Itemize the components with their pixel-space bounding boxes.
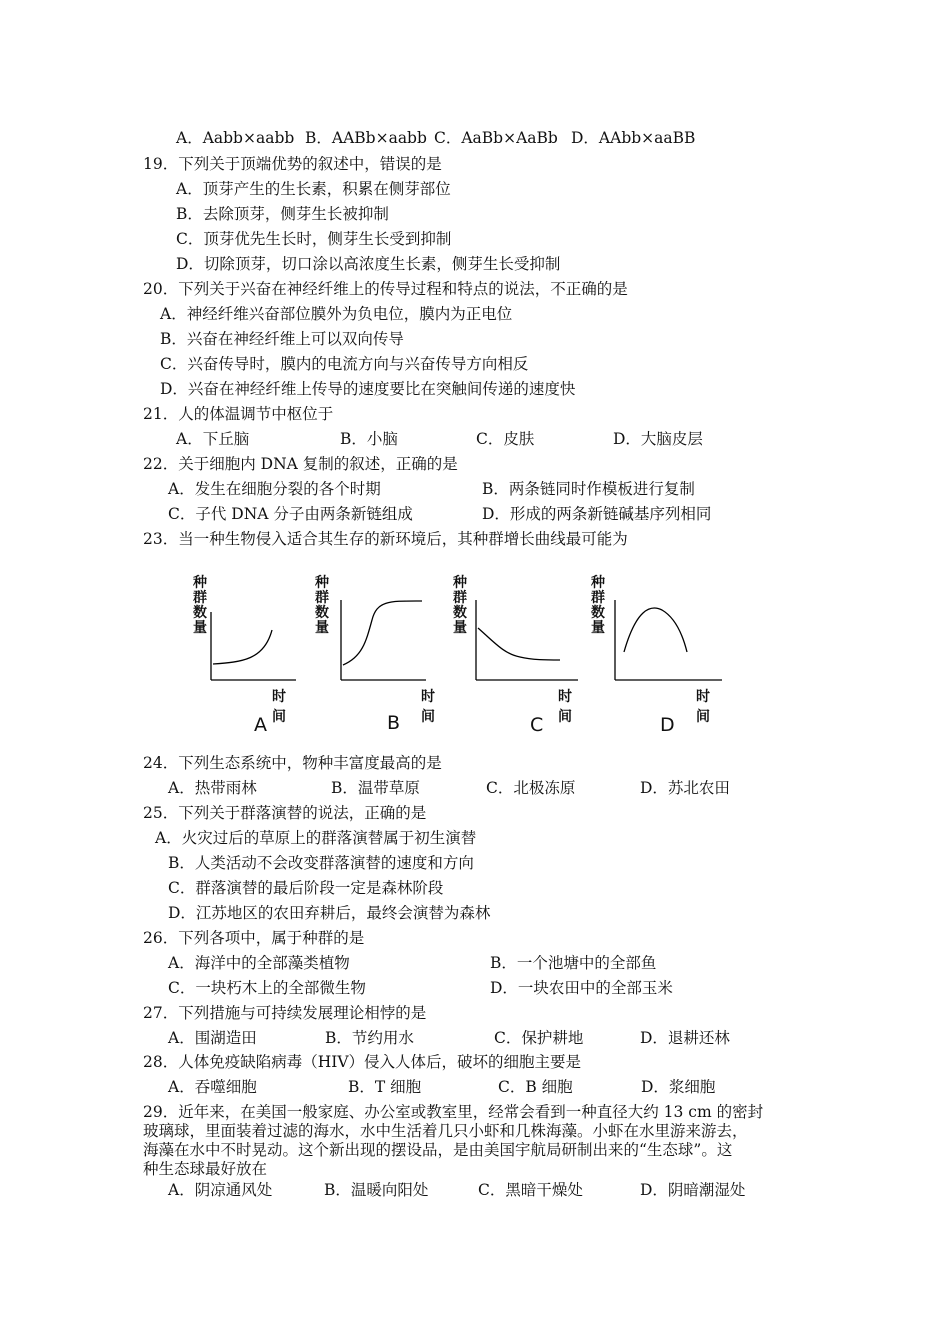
q22-option-b: B．两条链同时作模板进行复制 [482, 480, 695, 498]
q25-stem: 25．下列关于群落演替的说法，正确的是 [143, 804, 427, 822]
q25-option-d: D．江苏地区的农田弃耕后，最终会演替为森林 [168, 904, 491, 922]
q29-option-b: B．温暖向阳处 [324, 1181, 429, 1199]
q24-option-c: C．北极冻原 [486, 779, 576, 797]
q26-option-d: D．一块农田中的全部玉米 [490, 979, 673, 997]
q19-option-d: D．切除顶芽，切口涂以高浓度生长素，侧芽生长受抑制 [176, 255, 561, 273]
q22-option-d: D．形成的两条新链碱基序列相同 [482, 505, 712, 523]
graph-a-plot [192, 572, 302, 692]
q20-option-c: C．兴奋传导时，膜内的电流方向与兴奋传导方向相反 [160, 355, 529, 373]
q27-stem: 27．下列措施与可持续发展理论相悖的是 [143, 1004, 427, 1022]
q27-option-c: C．保护耕地 [494, 1029, 584, 1047]
q21-option-a: A．下丘脑 [176, 430, 250, 448]
graph-letter-b: B [387, 712, 401, 734]
q26-option-b: B．一个池塘中的全部鱼 [490, 954, 657, 972]
q19-option-c: C．顶芽优先生长时，侧芽生长受到抑制 [176, 230, 452, 248]
q27-option-d: D．退耕还林 [640, 1029, 730, 1047]
q27-option-b: B．节约用水 [325, 1029, 414, 1047]
q25-option-a: A．火灾过后的草原上的群落演替属于初生演替 [155, 829, 477, 847]
y-axis-label: 种 群 数 量 [591, 575, 605, 636]
q26-option-a: A．海洋中的全部藻类植物 [168, 954, 350, 972]
q20-stem: 20．下列关于兴奋在神经纤维上的传导过程和特点的说法，不正确的是 [143, 280, 628, 298]
q29-stem-line3: 海藻在水中不时晃动。这个新出现的摆设品，是由美国宇航局研制出来的“生态球”。这 [143, 1141, 733, 1159]
graph-letter-d: D [660, 714, 675, 736]
q29-stem-line1: 29．近年来，在美国一般家庭、办公室或教室里，经常会看到一种直径大约 13 cm 的密封 [143, 1103, 764, 1121]
q21-option-c: C．皮肤 [476, 430, 535, 448]
x-axis-label: 时间 [421, 689, 435, 725]
q23-stem: 23．当一种生物侵入适合其生存的新环境后，其种群增长曲线最可能为 [143, 530, 628, 548]
q26-option-c: C．一块朽木上的全部微生物 [168, 979, 366, 997]
y-axis-label: 种 群 数 量 [453, 575, 467, 636]
q24-stem: 24．下列生态系统中，物种丰富度最高的是 [143, 754, 442, 772]
q18-option-d: D．AAbb×aaBB [571, 129, 696, 147]
q19-option-b: B．去除顶芽，侧芽生长被抑制 [176, 205, 389, 223]
graph-letter-c: C [530, 714, 544, 736]
graph-b-plot [314, 572, 434, 692]
q24-option-b: B．温带草原 [331, 779, 420, 797]
q28-option-a: A．吞噬细胞 [168, 1078, 257, 1096]
graph-d-plot [590, 572, 730, 692]
q28-option-b: B．T 细胞 [348, 1078, 422, 1096]
x-axis-label: 时间 [558, 689, 572, 725]
q20-option-b: B．兴奋在神经纤维上可以双向传导 [160, 330, 404, 348]
q26-stem: 26．下列各项中，属于种群的是 [143, 929, 365, 947]
q18-option-a: A．Aabb×aabb [176, 129, 295, 147]
y-axis-label: 种 群 数 量 [315, 575, 329, 636]
q24-option-a: A．热带雨林 [168, 779, 257, 797]
x-axis-label: 时间 [696, 689, 710, 725]
q29-option-a: A．阴凉通风处 [168, 1181, 273, 1199]
x-axis-label: 时间 [272, 689, 286, 725]
q28-option-c: C．B 细胞 [498, 1078, 573, 1096]
q24-option-d: D．苏北农田 [640, 779, 730, 797]
q18-option-c: C．AaBb×AaBb [434, 129, 558, 147]
y-axis-label: 种 群 数 量 [193, 575, 207, 636]
q29-option-d: D．阴暗潮湿处 [640, 1181, 746, 1199]
q29-stem-line2: 玻璃球，里面装着过滤的海水，水中生活着几只小虾和几株海藻。小虾在水里游来游去， [143, 1122, 748, 1140]
q27-option-a: A．围湖造田 [168, 1029, 257, 1047]
q25-option-c: C．群落演替的最后阶段一定是森林阶段 [168, 879, 444, 897]
q22-option-a: A．发生在细胞分裂的各个时期 [168, 480, 381, 498]
q28-stem: 28．人体免疫缺陷病毒（HIV）侵入人体后，破坏的细胞主要是 [143, 1053, 582, 1071]
q21-option-b: B．小脑 [340, 430, 398, 448]
q21-option-d: D．大脑皮层 [613, 430, 703, 448]
q18-option-b: B．AABb×aabb [305, 129, 427, 147]
q19-stem: 19．下列关于顶端优势的叙述中，错误的是 [143, 155, 442, 173]
q21-stem: 21．人的体温调节中枢位于 [143, 405, 334, 423]
q20-option-a: A．神经纤维兴奋部位膜外为负电位，膜内为正电位 [160, 305, 513, 323]
q20-option-d: D．兴奋在神经纤维上传导的速度要比在突触间传递的速度快 [160, 380, 576, 398]
q19-option-a: A．顶芽产生的生长素，积累在侧芽部位 [176, 180, 451, 198]
q29-stem-line4: 种生态球最好放在 [143, 1160, 268, 1178]
q22-option-c: C．子代 DNA 分子由两条新链组成 [168, 505, 413, 523]
q22-stem: 22．关于细胞内 DNA 复制的叙述，正确的是 [143, 455, 458, 473]
q25-option-b: B．人类活动不会改变群落演替的速度和方向 [168, 854, 474, 872]
q28-option-d: D．浆细胞 [641, 1078, 716, 1096]
q29-option-c: C．黑暗干燥处 [478, 1181, 583, 1199]
graph-c-plot [452, 572, 582, 692]
graph-letter-a: A [254, 714, 267, 736]
